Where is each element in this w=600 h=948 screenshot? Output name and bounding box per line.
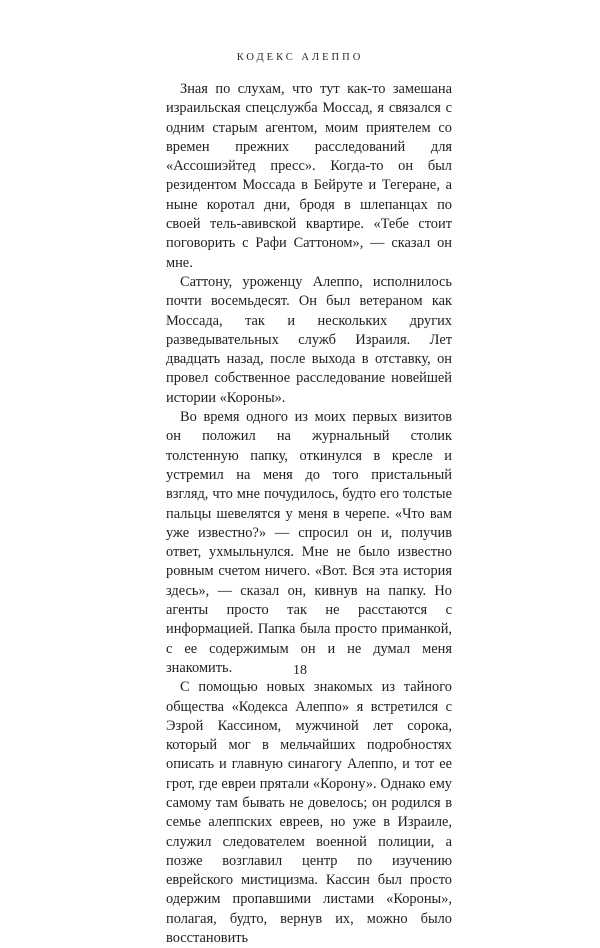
paragraph: С помощью новых знакомых из тайного общества «Кодекса Алеппо» я встретился с Эзрой Кассином, мужчиной лет сорока, который мог в мельчайших подробностях описать и главную синагогу Алеппо, и тот ее грот, где евреи прятали «Корону». Однако ему самому там бывать не довелось; он родился в семье алеппских евреев, но уже в Израиле, служил следователем военной полиции, а позже возглавил центр по изучению еврейского мистицизма. Кассин был просто одержим пропавшими листами «Короны», полагая, будто, вернув их, можно было восстановить bbox=[166, 679, 452, 947]
running-head: КОДЕКС АЛЕППО bbox=[236, 52, 364, 63]
paragraph: Зная по слухам, что тут как-то замешана израильская спецслужба Моссад, я связался с одним старым агентом, моим приятелем со времен прежних расследований для «Ассошиэйтед пресс». Когда-то он был резидентом Моссада в Бейруте и Тегеране, а ныне коротал дни, бродя в шлепанцах по своей тель-авивской квартире. «Тебе стоит поговорить с Рафи Саттоном», — сказал он мне. bbox=[166, 81, 452, 271]
body-text bbox=[166, 80, 452, 948]
paragraph: Во время одного из моих первых визитов он положил на журнальный столик толстенную папку, откинулся в кресле и устремил на меня до того пристальный взгляд, что мне почудилось, будто его толстые пальцы шевелятся у меня в черепе. «Что вам уже известно?» — спросил он и, получив ответ, ухмыльнулся. Мне не было известно ровным счетом ничего. «Вот. Вся эта история здесь», — сказал он, кивнув на папку. Но агенты просто так не расстаются с информацией. Папка была просто приманкой, с ее содержимым он и не думал меня знакомить. bbox=[166, 409, 452, 676]
page-number: 18 bbox=[293, 663, 307, 678]
paragraph: Саттону, уроженцу Алеппо, исполнилось почти восемьдесят. Он был ветераном как Моссада, так и нескольких других разведывательных служб Израиля. Лет двадцать назад, после выхода в отставку, он провел собственное расследование новейшей истории «Короны». bbox=[166, 273, 452, 406]
